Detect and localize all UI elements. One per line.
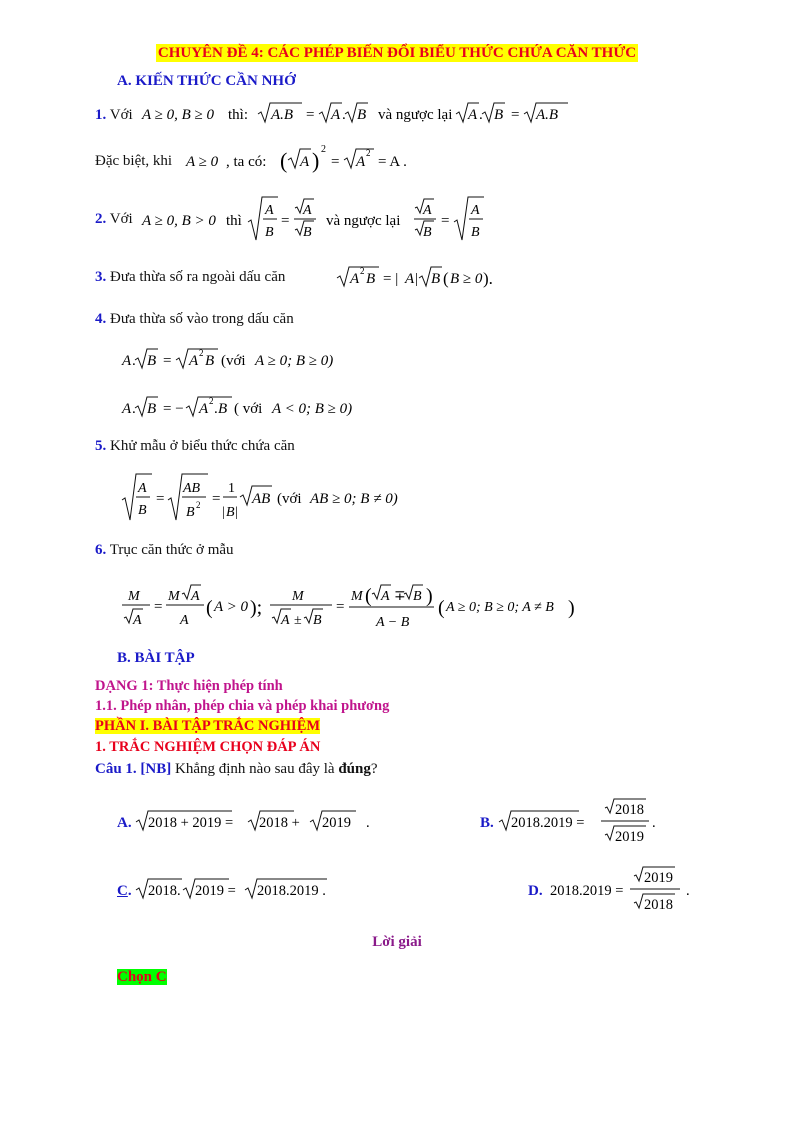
svg-text:A: A [471,203,480,218]
sub-1-1-heading: 1.1. Phép nhân, phép chia và phép khai phương [95,698,390,714]
svg-text:=: = [163,353,172,369]
svg-text:A: A [189,353,199,369]
svg-text:A: A [300,154,310,170]
option-d-label[interactable]: D. [528,883,543,899]
svg-text:A: A [191,589,200,604]
svg-text:B: B [138,503,147,518]
svg-text:AB ≥ 0; B ≠ 0): AB ≥ 0; B ≠ 0) [310,491,398,507]
option-c-label[interactable]: C. [117,883,132,899]
svg-text:).: ). [483,269,493,288]
svg-text:.: . [342,107,346,123]
svg-text:B: B [471,225,480,240]
svg-text:B ≥ 0: B ≥ 0 [450,271,483,287]
svg-text:A ≥ 0; B ≥ 0; A ≠ B: A ≥ 0; B ≥ 0; A ≠ B [446,600,554,615]
svg-text:(với: (với [277,491,302,507]
svg-text:=: = [336,599,345,615]
svg-text:.: . [686,883,690,899]
option-d-expression [548,862,708,918]
option-c-expression [134,874,354,904]
item-3-formula [335,262,495,292]
svg-text:.: . [479,107,483,123]
item-5: 5. Khử mẫu ở biểu thức chứa căn [95,438,295,454]
svg-text:AB: AB [252,491,271,507]
svg-text:A: A [381,589,390,604]
svg-text:A ≥ 0: A ≥ 0 [186,154,219,170]
special-formula [184,140,424,176]
item-5-formula [120,470,420,528]
svg-text:B: B [431,271,441,287]
item-4: 4. Đưa thừa số vào trong dấu căn [95,311,294,327]
item-3: 3. Đưa thừa số ra ngoài dấu căn [95,269,286,285]
svg-text:A: A [180,613,189,628]
option-b-label[interactable]: B. [480,815,494,831]
svg-text:A > 0: A > 0 [214,599,249,615]
svg-text:A: A [350,271,360,287]
svg-text:=: = [154,599,163,615]
item-1-formula [140,98,580,128]
svg-text:M: M [292,589,304,604]
svg-text:A.B: A.B [536,107,559,123]
part-1-heading: PHẦN I. BÀI TẬP TRẮC NGHIỆM [95,718,321,734]
svg-text:2019: 2019 [322,815,351,831]
svg-text:, ta có:: , ta có: [226,154,267,170]
svg-text:2018.2019 =: 2018.2019 = [550,883,624,899]
special-case: Đặc biệt, khi [95,153,173,169]
svg-text:= A .: = A . [378,154,407,170]
svg-text:thì: thì [226,213,242,229]
svg-text:(: ( [206,597,213,619]
svg-text:2: 2 [366,148,371,158]
svg-text:): ) [426,585,433,607]
svg-text:B: B [186,505,195,520]
svg-text:A: A [199,401,209,417]
svg-text:2018: 2018 [644,897,673,913]
svg-text:2: 2 [199,348,204,358]
svg-text:M: M [168,589,180,604]
svg-text:2: 2 [321,144,326,155]
svg-text:.: . [214,401,218,417]
svg-text:A ≥ 0, B > 0: A ≥ 0, B > 0 [142,213,216,229]
svg-text:|: | [415,271,419,287]
svg-text:A: A [423,203,432,218]
svg-text:B: B [494,107,504,123]
svg-text:A ≥ 0; B ≥ 0): A ≥ 0; B ≥ 0) [255,353,334,369]
svg-text:AB: AB [183,481,201,496]
item-6-formula [120,578,590,638]
section-a-heading: A. KIẾN THỨC CẦN NHỚ [117,73,296,89]
svg-text:M: M [351,589,363,604]
solution-heading: Lời giải [372,934,422,950]
svg-text:A: A [405,271,415,287]
svg-text:1: 1 [228,481,235,496]
svg-text:( với: ( với [234,401,263,417]
svg-text:2: 2 [360,266,365,276]
svg-text:A − B: A − B [376,615,410,630]
svg-text:|: | [235,505,238,520]
svg-text:2018 + 2019 =: 2018 + 2019 = [148,815,234,831]
multiple-choice-heading: 1. TRẮC NGHIỆM CHỌN ĐÁP ÁN [95,739,321,755]
svg-text:=: = [306,107,315,123]
svg-text:=: = [331,154,340,170]
svg-text:2018: 2018 [615,802,644,818]
svg-text:2018.2019 =: 2018.2019 = [511,815,585,831]
item-4-formula-2 [120,392,380,422]
svg-text:B: B [303,225,312,240]
svg-text:A: A [122,353,132,369]
svg-text:A: A [133,613,142,628]
svg-text:A: A [265,203,274,218]
svg-text:): ) [568,597,575,619]
svg-text:thì:: thì: [228,107,249,123]
svg-text:.: . [366,815,370,831]
svg-text:(: ( [443,269,449,288]
svg-text:M: M [128,589,140,604]
item-6: 6. Trục căn thức ở mẫu [95,542,234,558]
svg-text:B: B [218,401,228,417]
svg-text:.: . [652,815,656,831]
item-4-formula-1 [120,344,380,374]
svg-text:|: | [222,505,225,520]
svg-text:B: B [147,401,157,417]
svg-text:2018 +: 2018 + [259,815,300,831]
section-b-heading: B. BÀI TẬP [117,650,195,666]
svg-text:B: B [205,353,215,369]
svg-text:B: B [147,353,157,369]
option-b-expression [497,794,667,850]
svg-text:2019 =: 2019 = [195,883,236,899]
item-2: 2. Với [95,211,133,227]
svg-text:A.B: A.B [271,107,294,123]
svg-text:2018.: 2018. [148,883,181,899]
svg-text:=: = [212,491,221,507]
svg-text:=: = [156,491,165,507]
svg-text:2019: 2019 [644,870,673,886]
svg-text:∓: ∓ [394,589,406,604]
svg-text:.: . [132,353,136,369]
svg-text:B: B [366,271,376,287]
svg-text:2019: 2019 [615,829,644,845]
svg-text:(: ( [365,585,372,607]
svg-text:A: A [281,613,290,628]
svg-text:2: 2 [196,500,201,510]
item-1: 1. Với [95,107,133,123]
svg-text:A: A [303,203,312,218]
svg-text:A: A [122,401,132,417]
svg-text:A ≥ 0, B ≥ 0: A ≥ 0, B ≥ 0 [142,107,215,123]
option-a-label[interactable]: A. [117,815,132,831]
svg-text:=: = [441,213,450,229]
svg-text:2018.2019 .: 2018.2019 . [257,883,326,899]
svg-text:B: B [357,107,367,123]
option-a-expression [134,806,394,836]
svg-text:A: A [331,107,341,123]
page-title: CHUYÊN ĐỀ 4: CÁC PHÉP BIẾN ĐỔI BIỂU THỨC CHỨA CĂN THỨC [157,45,637,61]
question-1: Câu 1. [NB] Khẳng định nào sau đây là đúng? [95,761,378,777]
svg-text:B: B [413,589,422,604]
answer-badge: Chọn C [117,969,167,985]
svg-text:và ngược lại: và ngược lại [378,107,453,123]
svg-text:.: . [132,401,136,417]
svg-text:A: A [468,107,478,123]
svg-text:(với: (với [221,353,246,369]
dang-1-heading: DẠNG 1: Thực hiện phép tính [95,678,283,694]
svg-text:=: = [511,107,520,123]
svg-text:B: B [423,225,432,240]
svg-text:(: ( [438,597,445,619]
svg-text:): ) [312,148,320,173]
svg-text:A: A [356,154,366,170]
svg-text:= −: = − [163,401,184,417]
svg-text:và ngược lại: và ngược lại [326,213,401,229]
svg-text:(: ( [280,148,288,173]
svg-text:= |: = | [383,271,399,287]
svg-text:A: A [138,481,147,496]
svg-text:=: = [281,213,290,229]
svg-text:);: ); [250,597,263,619]
svg-text:A < 0; B ≥ 0): A < 0; B ≥ 0) [272,401,353,417]
svg-text:B: B [265,225,274,240]
svg-text:B: B [313,613,322,628]
svg-text:±: ± [294,613,302,628]
svg-text:B: B [226,505,235,520]
svg-text:2: 2 [209,396,214,406]
item-2-formula [140,192,500,246]
